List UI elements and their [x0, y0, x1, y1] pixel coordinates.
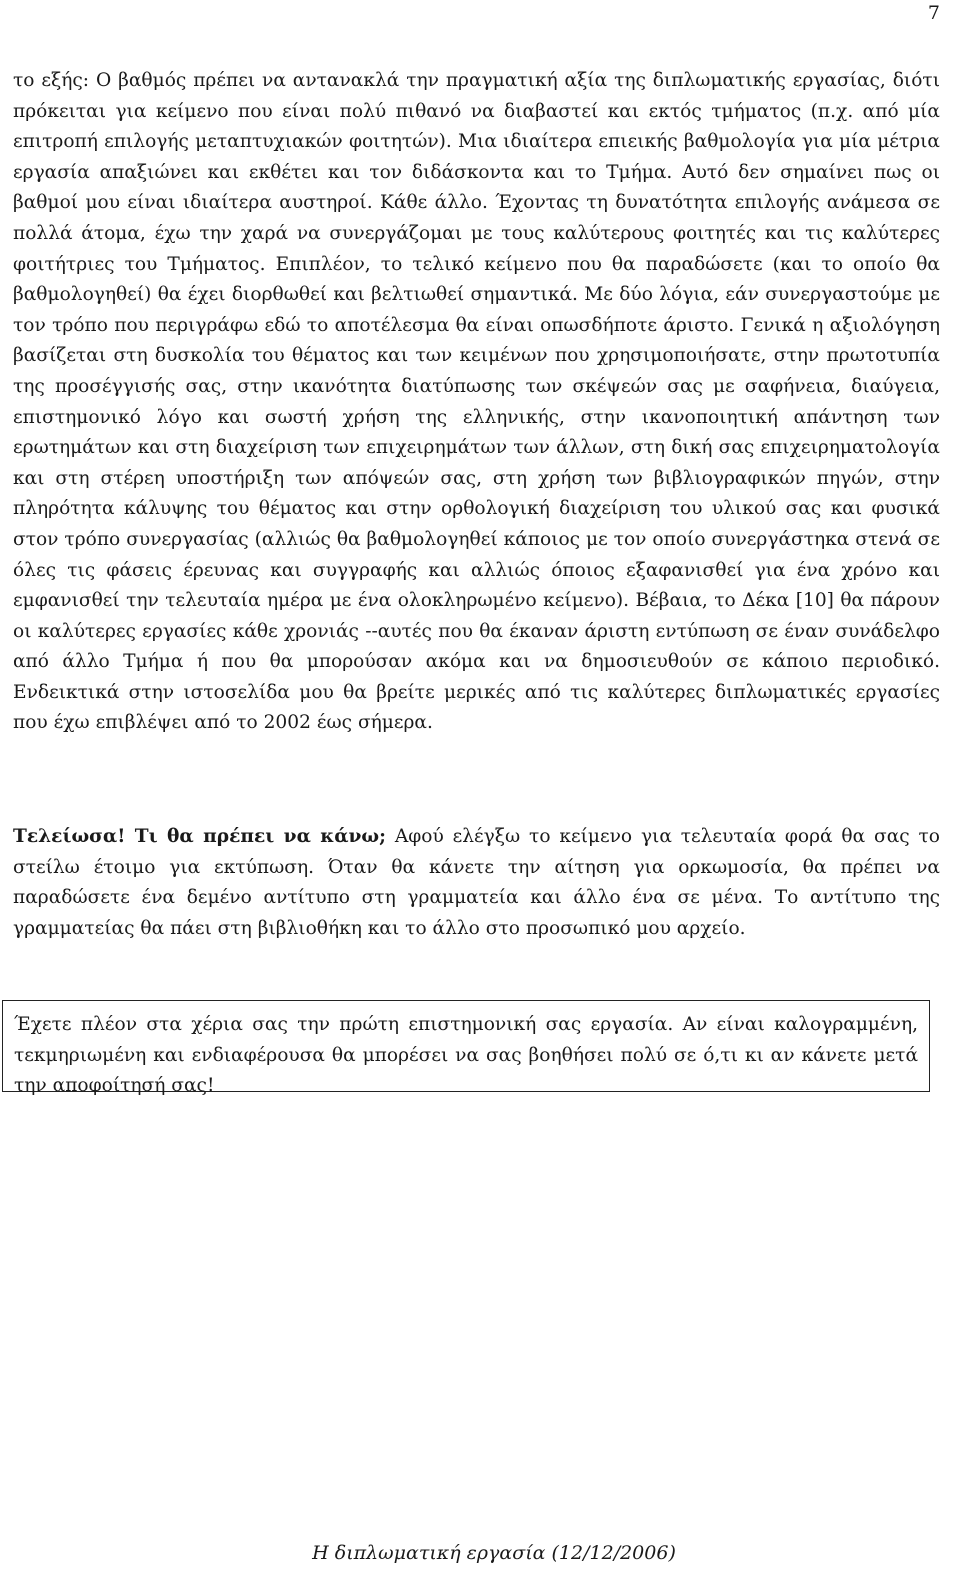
boxed-note-text: Έχετε πλέον στα χέρια σας την πρώτη επιστημονική σας εργασία. Αν είναι καλογραμμένη, τεκμηριωμένη και ενδιαφέρουσα θα μπορέσει να σας βοηθήσει πολύ σε ό,τι κι αν κάνετε μετά την αποφοίτησή σας! [14, 1014, 918, 1097]
finished-paragraph-text: Αφού ελέγξω το κείμενο για τελευταία φορά θα σας το στείλω έτοιμο για εκτύπωση. Όταν θα κάνετε την αίτηση για ορκωμοσία, θα πρέπει να παραδώσετε ένα δεμένο αντίτυπο στη γραμματεία και άλλο ένα σε μένα. Το αντίτυπο της γραμματείας θα πάει στη βιβλιοθήκη και το άλλο στο προσωπικό μου αρχείο. [13, 826, 940, 939]
section-heading-finished: Τελείωσα! Τι θα πρέπει να κάνω; [13, 826, 387, 847]
body-paragraph-grading: το εξής: Ο βαθμός πρέπει να αντανακλά την πραγματική αξία της διπλωματικής εργασίας, διότι πρόκειται για κείμενο που είναι πολύ πιθανό να διαβαστεί και εκτός τμήματος (π.χ. από μία επιτροπή επιλογής μεταπτυχιακών φοιτητών). Μια ιδιαίτερα επιεικής βαθμολογία για μία μέτρια εργασία απαξιώνει και εκθέτει και τον διδάσκοντα και το Τμήμα. Αυτό δεν σημαίνει πως οι βαθμοί μου είναι ιδιαίτερα αυστηροί. Κάθε άλλο. Έχοντας τη δυνατότητα επιλογής ανάμεσα σε πολλά άτομα, έχω την χαρά να συνεργάζομαι με τους καλύτερους φοιτητές και τις καλύτερες φοιτήτριες του Τμήματος. Επιπλέον, το τελικό κείμενο που θα παραδώσετε (και το οποίο θα βαθμολογηθεί) θα έχει διορθωθεί και βελτιωθεί σημαντικά. Με δύο λόγια, εάν συνεργαστούμε με τον τρόπο που περιγράφω εδώ το αποτέλεσμα θα είναι οπωσδήποτε άριστο. Γενικά η αξιολόγηση βασίζεται στη δυσκολία του θέματος και των κειμένων που χρησιμοποιήσατε, στην πρωτοτυπία της προσέγγισής σας, στην ικανότητα διατύπωσης των σκέψεών σας με σαφήνεια, διαύγεια, επιστημονικό λόγο και σωστή χρήση της ελληνικής, στην ικανοποιητική απάντηση των ερωτημάτων και στη διαχείριση των επιχειρημάτων των άλλων, στη δική σας επιχειρηματολογία και στη στέρεη υποστήριξη των απόψεών σας, στη χρήση των βιβλιογραφικών πηγών, στην πληρότητα κάλυψης του θέματος και στην ορθολογική διαχείριση του υλικού σας και φυσικά στον τρόπο συνεργασίας (αλλιώς θα βαθμολογηθεί κάποιος με τον οποίο συνεργάστηκα στενά σε όλες τις φάσεις έρευνας και συγγραφής και αλλιώς όποιος εξαφανισθεί για ένα χρόνο και εμφανισθεί την τελευταία ημέρα με ένα ολοκληρωμένο κείμενο). Βέβαια, το Δέκα [10] θα πάρουν οι καλύτερες εργασίες κάθε χρονιάς --αυτές που θα έκαναν άριστη εντύπωση σε έναν συνάδελφο από άλλο Τμήμα ή που θα μπορούσαν ακόμα και να δημοσιευθούν σε κάποιο περιοδικό. Ενδεικτικά στην ιστοσελίδα μου θα βρείτε μερικές από τις καλύτερες διπλωματικές εργασίες που έχω επιβλέψει από το 2002 έως σήμερα. [13, 70, 940, 734]
boxed-note [2, 1000, 930, 1097]
body-paragraph-finished [13, 822, 940, 944]
page-footer: Η διπλωματική εργασία (12/12/2006) [312, 1542, 676, 1564]
page-number: 7 [927, 2, 940, 24]
